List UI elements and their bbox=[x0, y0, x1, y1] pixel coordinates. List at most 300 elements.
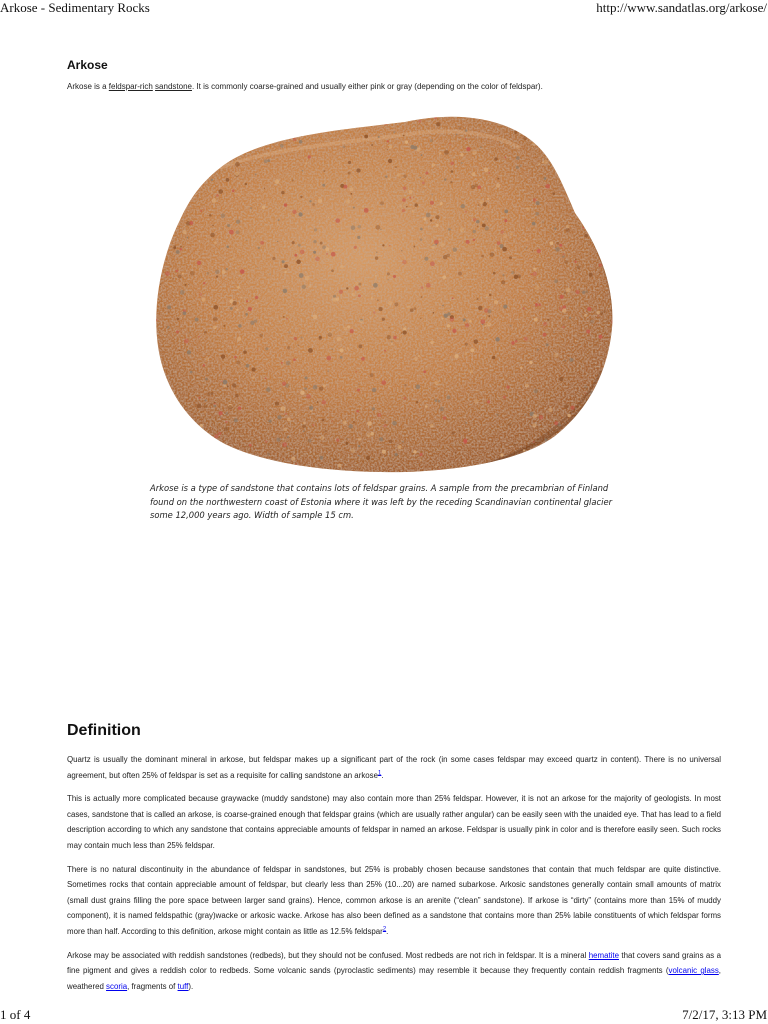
grain-speck bbox=[373, 283, 378, 288]
grain-speck bbox=[209, 446, 210, 447]
grain-speck bbox=[489, 291, 491, 293]
grain-speck bbox=[370, 373, 374, 377]
grain-speck bbox=[466, 147, 470, 151]
grain-speck bbox=[252, 376, 255, 379]
grain-speck bbox=[605, 245, 609, 249]
grain-speck bbox=[599, 335, 603, 339]
grain-speck bbox=[415, 203, 418, 206]
grain-speck bbox=[486, 294, 489, 297]
grain-speck bbox=[206, 437, 209, 440]
grain-speck bbox=[487, 322, 492, 327]
grain-speck bbox=[533, 198, 537, 202]
grain-speck bbox=[417, 148, 421, 152]
feldspar-rich-link[interactable]: feldspar-rich bbox=[108, 82, 153, 91]
grain-speck bbox=[474, 339, 479, 344]
grain-speck bbox=[308, 348, 313, 353]
grain-speck bbox=[554, 353, 559, 358]
grain-speck bbox=[186, 190, 188, 192]
definition-section bbox=[67, 722, 721, 1002]
grain-speck bbox=[291, 456, 295, 460]
grain-speck bbox=[343, 185, 347, 189]
grain-speck bbox=[495, 337, 499, 341]
grain-speck bbox=[590, 320, 594, 324]
grain-speck bbox=[435, 215, 439, 219]
grain-speck bbox=[583, 429, 585, 431]
grain-speck bbox=[451, 170, 454, 173]
grain-speck bbox=[370, 432, 374, 436]
grain-speck bbox=[532, 142, 536, 146]
grain-speck bbox=[494, 300, 498, 304]
grain-speck bbox=[562, 255, 564, 257]
grain-speck bbox=[184, 430, 188, 434]
grain-speck bbox=[221, 214, 226, 219]
grain-speck bbox=[441, 317, 443, 319]
grain-speck bbox=[296, 260, 301, 265]
grain-speck bbox=[448, 228, 451, 231]
grain-speck bbox=[592, 221, 594, 223]
grain-speck bbox=[430, 341, 434, 345]
grain-speck bbox=[609, 377, 614, 382]
grain-speck bbox=[503, 234, 507, 238]
grain-speck bbox=[190, 271, 195, 276]
grain-speck bbox=[602, 111, 605, 114]
grain-speck bbox=[183, 230, 187, 234]
grain-speck bbox=[250, 207, 252, 209]
grain-speck bbox=[310, 410, 312, 412]
grain-speck bbox=[384, 421, 386, 423]
grain-speck bbox=[300, 250, 305, 255]
grain-speck bbox=[285, 271, 287, 273]
grain-speck bbox=[319, 337, 322, 340]
grain-speck bbox=[150, 223, 152, 226]
grain-speck bbox=[238, 406, 241, 409]
grain-speck bbox=[482, 223, 486, 227]
definition-paragraph-4 bbox=[67, 948, 721, 995]
grain-speck bbox=[179, 413, 182, 416]
grain-speck bbox=[415, 384, 420, 389]
grain-speck bbox=[591, 458, 594, 461]
grain-speck bbox=[258, 247, 260, 249]
grain-speck bbox=[327, 370, 329, 372]
grain-speck bbox=[478, 204, 480, 206]
grain-speck bbox=[569, 174, 571, 176]
grain-speck bbox=[594, 224, 597, 227]
grain-speck bbox=[465, 422, 467, 424]
grain-speck bbox=[472, 230, 475, 233]
grain-speck bbox=[526, 207, 530, 211]
grain-speck bbox=[501, 280, 505, 284]
grain-speck bbox=[387, 272, 390, 275]
grain-speck bbox=[300, 390, 304, 394]
grain-speck bbox=[613, 304, 616, 307]
grain-speck bbox=[567, 140, 569, 142]
definition-paragraph-2: This is actually more complicated because graywacke (muddy sandstone) may also contain more than 25% feldspar. However, it is not an arkose for the majority of geologists. In most cases, sandstone that is called an arkose, is coarse-grained enough that feldspar grains (which are usually rather angular) can be easily seen with the unaided eye. That has lead to a field description according to which any sandstone that contains appreciable amounts of feldspar in named an arkose. Feldspar is usually pink in color and is therefore easily seen. Such rocks may contain much less than 25% feldspar. bbox=[67, 794, 721, 850]
grain-speck bbox=[153, 428, 157, 432]
grain-speck bbox=[584, 314, 587, 317]
grain-speck bbox=[371, 144, 373, 146]
grain-speck bbox=[281, 406, 286, 411]
grain-speck bbox=[532, 423, 536, 427]
grain-speck bbox=[524, 132, 526, 134]
grain-speck bbox=[546, 343, 549, 346]
grain-speck bbox=[434, 381, 439, 386]
grain-speck bbox=[379, 437, 383, 441]
grain-speck bbox=[336, 468, 337, 469]
grain-speck bbox=[516, 397, 518, 399]
grain-speck bbox=[221, 354, 225, 358]
grain-speck bbox=[227, 224, 230, 227]
grain-speck bbox=[436, 224, 439, 227]
grain-speck bbox=[397, 173, 401, 177]
grain-speck bbox=[440, 202, 443, 205]
grain-speck bbox=[367, 421, 372, 426]
grain-speck bbox=[438, 400, 441, 403]
grain-speck bbox=[205, 468, 206, 469]
grain-speck bbox=[439, 152, 441, 154]
grain-speck bbox=[600, 463, 603, 466]
grain-speck bbox=[618, 411, 620, 414]
grain-speck bbox=[300, 196, 302, 198]
article-top bbox=[67, 58, 721, 93]
grain-speck bbox=[378, 116, 381, 119]
grain-speck bbox=[517, 274, 521, 278]
grain-speck bbox=[564, 404, 569, 409]
grain-speck bbox=[257, 267, 258, 268]
grain-speck bbox=[332, 185, 334, 187]
grain-speck bbox=[390, 343, 392, 345]
grain-speck bbox=[262, 206, 266, 210]
p4-text-3: , weathered bbox=[67, 966, 721, 991]
hematite-link[interactable]: hematite bbox=[588, 950, 619, 960]
grain-speck bbox=[389, 245, 390, 246]
grain-speck bbox=[493, 272, 496, 275]
grain-speck bbox=[569, 317, 571, 319]
grain-speck bbox=[246, 364, 250, 368]
grain-speck bbox=[497, 241, 501, 245]
grain-speck bbox=[532, 272, 537, 277]
grain-speck bbox=[348, 424, 352, 428]
grain-speck bbox=[529, 361, 532, 364]
grain-speck bbox=[378, 136, 380, 138]
footnote-2-link[interactable]: 2 bbox=[382, 926, 387, 933]
grain-speck bbox=[242, 465, 245, 468]
grain-speck bbox=[599, 112, 603, 116]
grain-speck bbox=[284, 203, 287, 206]
grain-speck bbox=[230, 307, 233, 310]
grain-speck bbox=[188, 284, 189, 285]
grain-speck bbox=[603, 454, 607, 458]
grain-speck bbox=[487, 198, 489, 200]
grain-speck bbox=[453, 247, 458, 252]
grain-speck bbox=[524, 337, 528, 341]
grain-speck bbox=[331, 349, 332, 350]
grain-speck bbox=[503, 396, 506, 399]
grain-speck bbox=[563, 253, 565, 255]
grain-speck bbox=[264, 159, 268, 163]
grain-speck bbox=[332, 298, 336, 302]
grain-speck bbox=[292, 332, 294, 334]
grain-speck bbox=[318, 199, 323, 204]
grain-speck bbox=[356, 168, 360, 172]
grain-speck bbox=[387, 149, 388, 150]
grain-speck bbox=[596, 109, 599, 112]
grain-speck bbox=[169, 207, 171, 209]
grain-speck bbox=[213, 325, 217, 329]
grain-speck bbox=[275, 109, 280, 114]
grain-speck bbox=[485, 325, 487, 327]
grain-speck bbox=[277, 241, 278, 242]
grain-speck bbox=[388, 159, 392, 163]
grain-speck bbox=[326, 356, 331, 361]
grain-speck bbox=[280, 144, 284, 148]
grain-speck bbox=[487, 309, 491, 313]
grain-speck bbox=[496, 184, 500, 188]
grain-speck bbox=[343, 421, 347, 425]
grain-speck bbox=[153, 233, 154, 234]
grain-speck bbox=[585, 392, 586, 393]
grain-speck bbox=[345, 442, 348, 445]
grain-speck bbox=[335, 218, 340, 223]
grain-speck bbox=[532, 222, 536, 226]
grain-speck bbox=[575, 340, 576, 341]
grain-speck bbox=[261, 472, 263, 473]
grain-speck bbox=[354, 246, 357, 249]
grain-speck bbox=[281, 362, 283, 364]
grain-speck bbox=[237, 337, 241, 341]
grain-speck bbox=[420, 228, 423, 231]
grain-speck bbox=[194, 167, 199, 172]
grain-speck bbox=[576, 196, 580, 200]
grain-speck bbox=[201, 450, 205, 454]
grain-speck bbox=[438, 469, 440, 471]
grain-speck bbox=[165, 271, 170, 276]
grain-speck bbox=[504, 210, 508, 214]
grain-speck bbox=[399, 205, 401, 207]
grain-speck bbox=[418, 355, 420, 357]
grain-speck bbox=[581, 455, 584, 458]
grain-speck bbox=[179, 198, 181, 200]
grain-speck bbox=[291, 119, 293, 121]
grain-speck bbox=[212, 225, 214, 227]
grain-speck bbox=[189, 172, 192, 175]
grain-speck bbox=[269, 274, 271, 276]
grain-speck bbox=[473, 218, 476, 221]
grain-speck bbox=[188, 193, 190, 195]
grain-speck bbox=[252, 368, 256, 372]
grain-speck bbox=[597, 116, 599, 118]
grain-speck bbox=[173, 278, 175, 280]
grain-speck bbox=[485, 226, 489, 230]
grain-speck bbox=[570, 434, 572, 436]
grain-speck bbox=[313, 251, 316, 254]
grain-speck bbox=[379, 307, 383, 311]
grain-speck bbox=[246, 141, 250, 145]
grain-speck bbox=[596, 310, 600, 314]
grain-speck bbox=[549, 141, 551, 143]
grain-speck bbox=[582, 129, 586, 133]
grain-speck bbox=[295, 463, 297, 465]
grain-speck bbox=[237, 286, 240, 289]
grain-speck bbox=[539, 415, 543, 419]
p3-end: . bbox=[386, 926, 389, 936]
grain-speck bbox=[296, 130, 301, 135]
sandstone-link[interactable]: sandstone bbox=[155, 82, 192, 91]
grain-speck bbox=[410, 308, 414, 312]
grain-speck bbox=[303, 430, 305, 432]
footnote-1-link[interactable]: 1 bbox=[378, 769, 382, 776]
grain-speck bbox=[531, 274, 533, 276]
grain-speck bbox=[222, 228, 223, 229]
grain-speck bbox=[221, 381, 222, 382]
grain-speck bbox=[389, 386, 390, 387]
grain-speck bbox=[203, 282, 205, 284]
grain-speck bbox=[236, 220, 240, 224]
grain-speck bbox=[465, 343, 468, 346]
scoria-link[interactable]: scoria bbox=[106, 981, 128, 991]
grain-speck bbox=[452, 297, 454, 299]
grain-speck bbox=[353, 124, 355, 126]
grain-speck bbox=[204, 411, 206, 413]
grain-speck bbox=[213, 317, 218, 322]
grain-speck bbox=[194, 145, 196, 147]
grain-speck bbox=[611, 319, 616, 324]
grain-speck bbox=[474, 399, 479, 404]
grain-speck bbox=[224, 385, 226, 387]
grain-speck bbox=[371, 297, 373, 299]
grain-speck bbox=[387, 140, 389, 142]
grain-speck bbox=[207, 467, 212, 472]
grain-speck bbox=[595, 149, 596, 150]
grain-speck bbox=[444, 178, 446, 180]
grain-speck bbox=[583, 214, 584, 215]
grain-speck bbox=[277, 415, 281, 419]
grain-speck bbox=[174, 245, 177, 248]
grain-speck bbox=[377, 413, 381, 417]
grain-speck bbox=[240, 297, 242, 299]
grain-speck bbox=[406, 118, 410, 122]
grain-speck bbox=[450, 161, 454, 165]
grain-speck bbox=[223, 380, 228, 385]
grain-speck bbox=[282, 260, 285, 263]
grain-speck bbox=[492, 356, 495, 359]
grain-speck bbox=[516, 166, 519, 169]
grain-speck bbox=[480, 200, 484, 204]
grain-speck bbox=[548, 459, 550, 461]
grain-speck bbox=[424, 218, 427, 221]
tuff-link[interactable]: tuff bbox=[177, 981, 189, 991]
grain-speck bbox=[605, 205, 608, 208]
grain-speck bbox=[582, 108, 583, 109]
grain-speck bbox=[302, 285, 306, 289]
grain-speck bbox=[497, 461, 499, 463]
grain-speck bbox=[226, 246, 229, 249]
grain-speck bbox=[448, 330, 449, 331]
p1-text: Quartz is usually the dominant mineral in arkose, but feldspar makes up a significant part of the rock (in some cases feldspar may exceed quartz in content). There is no universal agreement, but often 25% of feldspar is set as a requisite for calling sandstone an arkose bbox=[67, 755, 721, 780]
grain-speck bbox=[536, 201, 540, 205]
grain-speck bbox=[584, 459, 588, 463]
grain-speck bbox=[269, 470, 273, 473]
grain-speck bbox=[425, 172, 428, 175]
grain-speck bbox=[383, 424, 386, 427]
grain-speck bbox=[287, 418, 291, 422]
grain-speck bbox=[413, 197, 414, 198]
grain-speck bbox=[617, 272, 620, 276]
grain-speck bbox=[155, 116, 157, 118]
grain-speck bbox=[165, 220, 168, 223]
grain-speck bbox=[229, 230, 234, 235]
grain-speck bbox=[319, 387, 323, 391]
grain-speck bbox=[205, 165, 208, 168]
grain-speck bbox=[183, 311, 187, 315]
volcanic-glass-link[interactable]: volcanic glass bbox=[668, 966, 719, 976]
grain-speck bbox=[471, 185, 475, 189]
grain-speck bbox=[305, 162, 307, 164]
grain-speck bbox=[389, 145, 393, 149]
grain-speck bbox=[401, 250, 402, 251]
grain-speck bbox=[552, 131, 554, 133]
grain-speck bbox=[236, 360, 240, 364]
grain-speck bbox=[376, 225, 381, 230]
grain-speck bbox=[523, 307, 525, 309]
print-footer-datetime: 7/2/17, 3:13 PM bbox=[682, 1007, 767, 1022]
grain-speck bbox=[606, 321, 608, 323]
grain-speck bbox=[590, 391, 594, 395]
grain-speck bbox=[525, 384, 529, 388]
grain-speck bbox=[610, 310, 612, 312]
grain-speck bbox=[153, 193, 157, 197]
grain-speck bbox=[431, 194, 433, 196]
grain-speck bbox=[338, 464, 342, 468]
grain-speck bbox=[420, 177, 422, 179]
arkose-rock-image bbox=[150, 108, 620, 473]
grain-speck bbox=[322, 419, 325, 422]
grain-speck bbox=[559, 306, 563, 310]
grain-speck bbox=[227, 385, 229, 387]
grain-speck bbox=[294, 254, 297, 257]
grain-speck bbox=[356, 410, 359, 413]
grain-speck bbox=[181, 416, 184, 419]
grain-speck bbox=[388, 301, 393, 306]
grain-speck bbox=[320, 242, 323, 245]
grain-speck bbox=[384, 350, 386, 352]
grain-speck bbox=[238, 193, 241, 196]
grain-speck bbox=[403, 186, 406, 189]
grain-speck bbox=[562, 326, 564, 328]
grain-speck bbox=[205, 448, 208, 451]
grain-speck bbox=[525, 464, 528, 467]
grain-speck bbox=[481, 113, 483, 115]
grain-speck bbox=[422, 181, 425, 184]
p1-end: . bbox=[381, 770, 384, 780]
grain-speck bbox=[458, 272, 462, 276]
grain-speck bbox=[388, 327, 389, 328]
grain-speck bbox=[405, 140, 408, 143]
grain-speck bbox=[158, 451, 161, 454]
grain-speck bbox=[284, 264, 288, 268]
grain-speck bbox=[322, 124, 325, 127]
grain-speck bbox=[167, 305, 171, 309]
grain-speck bbox=[544, 177, 547, 180]
grain-speck bbox=[243, 350, 247, 354]
grain-speck bbox=[314, 126, 319, 131]
grain-speck bbox=[580, 436, 581, 437]
grain-speck bbox=[358, 445, 360, 447]
grain-speck bbox=[159, 136, 163, 140]
grain-speck bbox=[336, 163, 338, 165]
grain-speck bbox=[497, 178, 499, 180]
grain-speck bbox=[283, 316, 285, 318]
grain-speck bbox=[179, 177, 182, 180]
